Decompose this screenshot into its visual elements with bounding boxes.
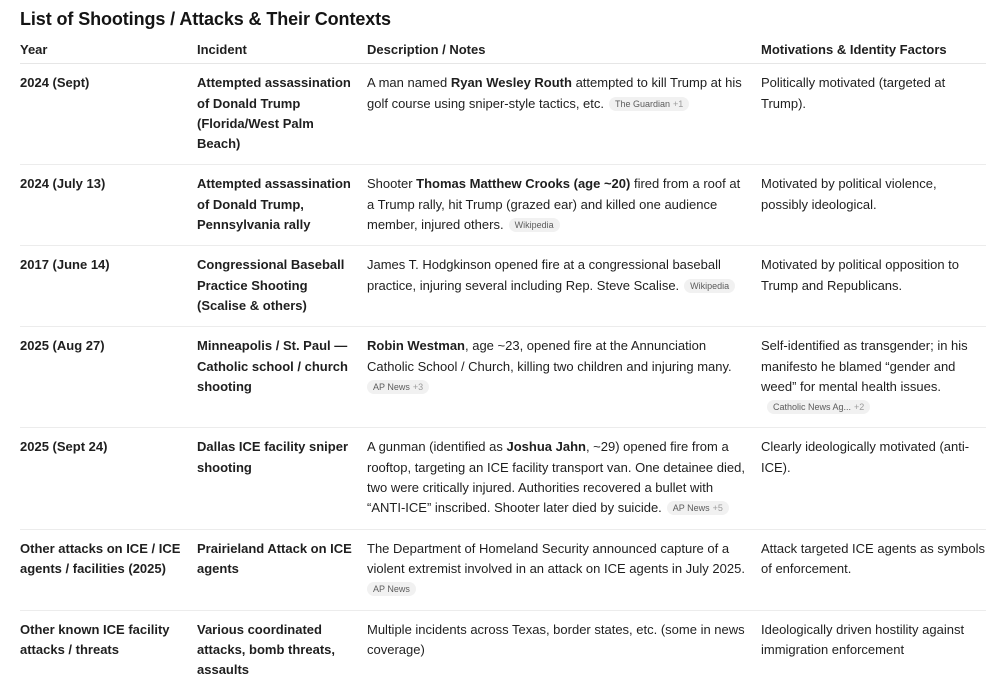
source-chip-label: The Guardian	[615, 98, 671, 109]
motivation-text: Self-identified as transgender; in his manifesto he blamed “gender and weed” for mental health issues.	[761, 338, 968, 394]
description-text: A gunman (identified as	[367, 439, 507, 455]
table-row	[20, 529, 986, 610]
table-row	[20, 327, 986, 428]
cell-motivation: Motivated by political violence, possibly ideological.	[761, 165, 986, 246]
source-chip[interactable]	[684, 279, 735, 293]
description-text: Shooter	[367, 176, 417, 192]
description-text: The Department of Homeland Security announced capture of a violent extremist involved in an attack on ICE agents in July 2025.	[367, 540, 745, 576]
column-header-year: Year	[20, 38, 197, 64]
table-row	[20, 428, 986, 529]
cell-incident: Attempted assassination of Donald Trump (Florida/West Palm Beach)	[197, 64, 367, 165]
column-header-motivations: Motivations & Identity Factors	[761, 38, 986, 64]
cell-year: 2025 (Aug 27)	[20, 327, 197, 428]
description-text: , ~29) opened fire from a rooftop, targeting an ICE facility transport van. One detainee died, two were critically injured. Authorities recovered a bullet with “ANTI-ICE” inscribed. Shooter later died by suicide.	[367, 439, 745, 516]
cell-motivation	[761, 327, 986, 428]
cell-incident: Minneapolis / St. Paul — Catholic school / church shooting	[197, 327, 367, 428]
source-chip-count: +2	[854, 402, 865, 413]
incidents-table	[20, 38, 986, 690]
description-text: , age ~23, opened fire at the Annunciation Catholic School / Church, killing two children and injuring many.	[367, 338, 732, 374]
column-header-description: Description / Notes	[367, 38, 761, 64]
column-header-incident: Incident	[197, 38, 367, 64]
cell-motivation: Ideologically driven hostility against immigration enforcement	[761, 621, 965, 657]
cell-motivation: Motivated by political opposition to Trump and Republicans.	[761, 246, 986, 327]
source-chip-count: +3	[412, 381, 424, 392]
cell-year: 2017 (June 14)	[20, 246, 197, 327]
cell-motivation: Politically motivated (targeted at Trump).	[761, 64, 986, 165]
cell-description	[367, 327, 761, 428]
source-chip-label: Wikipedia	[690, 280, 730, 291]
source-chip-line	[367, 377, 747, 397]
cell-year: Other attacks on ICE / ICE agents / facilities (2025)	[20, 529, 197, 610]
source-chip[interactable]	[667, 501, 729, 515]
cell-incident: Prairieland Attack on ICE agents	[197, 529, 367, 610]
source-chip[interactable]	[609, 97, 689, 111]
source-chip-line	[761, 397, 986, 417]
cell-incident: Attempted assassination of Donald Trump, Pennsylvania rally	[197, 165, 367, 246]
page-title: List of Shootings / Attacks & Their Contexts	[20, 9, 391, 29]
cell-description	[367, 246, 761, 327]
source-chip[interactable]	[509, 218, 560, 232]
description-text: fired from a roof at a Trump rally, hit Trump (grazed ear) and killed one audience member, injured others.	[367, 176, 741, 233]
description-text: James T. Hodgkinson opened fire at a congressional baseball practice, injuring several including Rep. Steve Scalise.	[367, 257, 721, 293]
table-row	[20, 165, 986, 246]
table-row	[20, 246, 986, 327]
cell-year: 2024 (Sept)	[20, 64, 197, 165]
cell-year: Other known ICE facility attacks / threats	[20, 621, 170, 657]
source-chip-label: AP News	[373, 584, 410, 595]
source-chip[interactable]	[367, 582, 416, 596]
cell-motivation: Clearly ideologically motivated (anti-ICE).	[761, 428, 986, 529]
description-text: A man named	[367, 75, 451, 91]
cell-description	[367, 428, 761, 529]
cell-description	[367, 64, 761, 165]
cell-motivation: Attack targeted ICE agents as symbols of enforcement.	[761, 529, 986, 610]
source-chip[interactable]	[367, 380, 429, 394]
table-row	[20, 610, 986, 690]
description-name: Joshua Jahn	[506, 439, 586, 455]
cell-incident: Congressional Baseball Practice Shooting (Scalise & others)	[197, 246, 367, 327]
cell-description	[367, 529, 761, 610]
cell-description: Multiple incidents across Texas, border states, etc. (some in news coverage)	[367, 621, 745, 657]
source-chip-label: AP News	[373, 381, 410, 392]
description-name: Thomas Matthew Crooks (age ~20)	[416, 176, 631, 192]
cell-incident: Various coordinated attacks, bomb threats, assaults	[197, 621, 335, 678]
cell-description	[367, 165, 761, 246]
table-row	[20, 64, 986, 165]
description-text: attempted to kill Trump at his golf course using sniper-style tactics, etc.	[367, 75, 742, 111]
description-name: Robin Westman	[367, 338, 465, 354]
source-chip-label: Catholic News Ag...	[773, 402, 852, 413]
source-chip-count: +5	[712, 503, 723, 514]
source-chip-label: AP News	[672, 503, 710, 514]
cell-year: 2024 (July 13)	[20, 165, 197, 246]
description-name: Ryan Wesley Routh	[450, 75, 572, 91]
source-chip-label: Wikipedia	[514, 220, 554, 231]
cell-year: 2025 (Sept 24)	[20, 428, 197, 529]
table-header-row	[20, 38, 986, 64]
cell-incident: Dallas ICE facility sniper shooting	[197, 428, 367, 529]
source-chip-count: +1	[673, 98, 684, 109]
source-chip-line	[367, 579, 747, 599]
source-chip[interactable]	[767, 400, 870, 414]
